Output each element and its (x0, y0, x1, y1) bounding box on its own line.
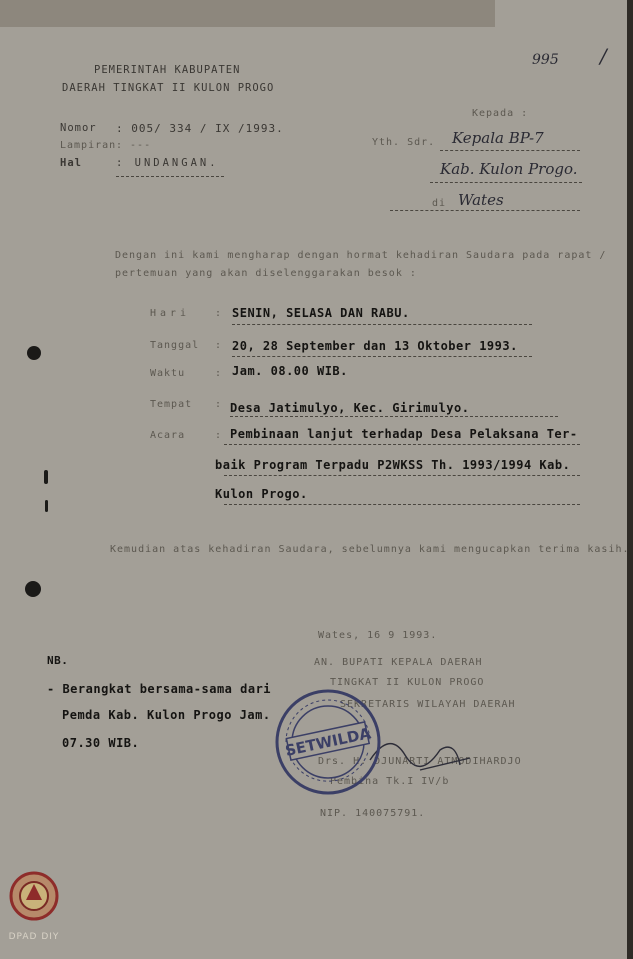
recipient-line2: Kab. Kulon Progo. (440, 160, 578, 178)
signatory-rank: Pembina Tk.I IV/b (330, 776, 450, 787)
hari-label: Hari (150, 308, 191, 319)
tempat-label: Tempat (150, 399, 193, 410)
stamp-text: SETWILDA (283, 724, 373, 760)
signature-line3: SEKRETARIS WILAYAH DAERAH (340, 699, 516, 710)
acara-line3-underline (224, 504, 580, 505)
top-paper-strip (0, 0, 495, 27)
hal-underline (116, 176, 224, 177)
nb-line2: Pemda Kab. Kulon Progo Jam. (62, 708, 271, 722)
recipient-city: Wates (458, 191, 504, 209)
acara-colon: : (215, 430, 223, 441)
intro-line1: Dengan ini kami mengharap dengan hormat kehadiran Saudara pada rapat / (115, 250, 607, 261)
page-edge (627, 0, 633, 959)
tanggal-underline (232, 356, 532, 357)
letterhead-line1: PEMERINTAH KABUPATEN (94, 64, 241, 76)
tanggal-value: 20, 28 September dan 13 Oktober 1993. (232, 339, 518, 353)
recipient-line1: Kepala BP-7 (452, 129, 544, 147)
acara-line1-underline (224, 444, 580, 445)
paper-speck (44, 470, 48, 484)
nomor-value: : 005/ 334 / IX /1993. (116, 122, 284, 135)
tanggal-label: Tanggal (150, 340, 200, 351)
city-underline (390, 210, 580, 211)
margin-mark: / (600, 44, 607, 68)
acara-line3: Kulon Progo. (215, 487, 308, 501)
signatory-nip: NIP. 140075791. (320, 808, 426, 819)
acara-label: Acara (150, 430, 186, 441)
paper-speck (45, 500, 48, 512)
signature-line1: AN. BUPATI KEPALA DAERAH (314, 657, 483, 668)
nb-label: NB. (47, 654, 69, 667)
waktu-label: Waktu (150, 368, 186, 379)
closing-text: Kemudian atas kehadiran Saudara, sebelumnya kami mengucapkan terima kasih. (110, 544, 630, 555)
waktu-value: Jam. 08.00 WIB. (232, 364, 348, 378)
tempat-underline (230, 416, 558, 417)
place-date: Wates, 16 9 1993. (318, 630, 438, 641)
hal-label: Hal (60, 157, 82, 169)
dpad-logo-watermark (8, 870, 60, 950)
hari-underline (232, 324, 532, 325)
setwilda-stamp (274, 688, 382, 796)
kepada-label: Kepada : (472, 108, 529, 119)
punch-hole (25, 581, 41, 597)
nomor-label: Nomor (60, 122, 97, 134)
punch-hole (27, 346, 41, 360)
acara-line1: Pembinaan lanjut terhadap Desa Pelaksana Ter- (230, 427, 578, 441)
hal-value: : UNDANGAN. (116, 157, 219, 169)
tempat-value: Desa Jatimulyo, Kec. Girimulyo. (230, 401, 470, 415)
signatory-name: Drs. H. DJUNARTI ATMODIHARDJO (318, 756, 522, 767)
recipient-line2-underline (430, 182, 582, 183)
lampiran-value: : --- (116, 140, 152, 151)
intro-line2: pertemuan yang akan diselenggarakan besok : (115, 268, 417, 279)
waktu-colon: : (215, 368, 223, 379)
tanggal-colon: : (215, 340, 223, 351)
tempat-colon: : (215, 399, 223, 410)
signature-line2: TINGKAT II KULON PROGO (330, 677, 485, 688)
letterhead-line2: DAERAH TINGKAT II KULON PROGO (62, 82, 275, 94)
di-label: di (432, 198, 447, 209)
hari-colon: : (215, 308, 223, 319)
nb-line3: 07.30 WIB. (62, 736, 140, 750)
nb-line1: - Berangkat bersama-sama dari (47, 682, 272, 696)
lampiran-label: Lampiran (60, 140, 117, 151)
hari-value: SENIN, SELASA DAN RABU. (232, 306, 410, 320)
acara-line2-underline (224, 475, 580, 476)
watermark-text: DPAD DIY (8, 932, 60, 942)
archive-number: 995 (532, 52, 559, 68)
yth-label: Yth. Sdr. (372, 137, 436, 148)
recipient-line1-underline (440, 150, 580, 151)
acara-line2: baik Program Terpadu P2WKSS Th. 1993/1994 Kab. (215, 458, 571, 472)
